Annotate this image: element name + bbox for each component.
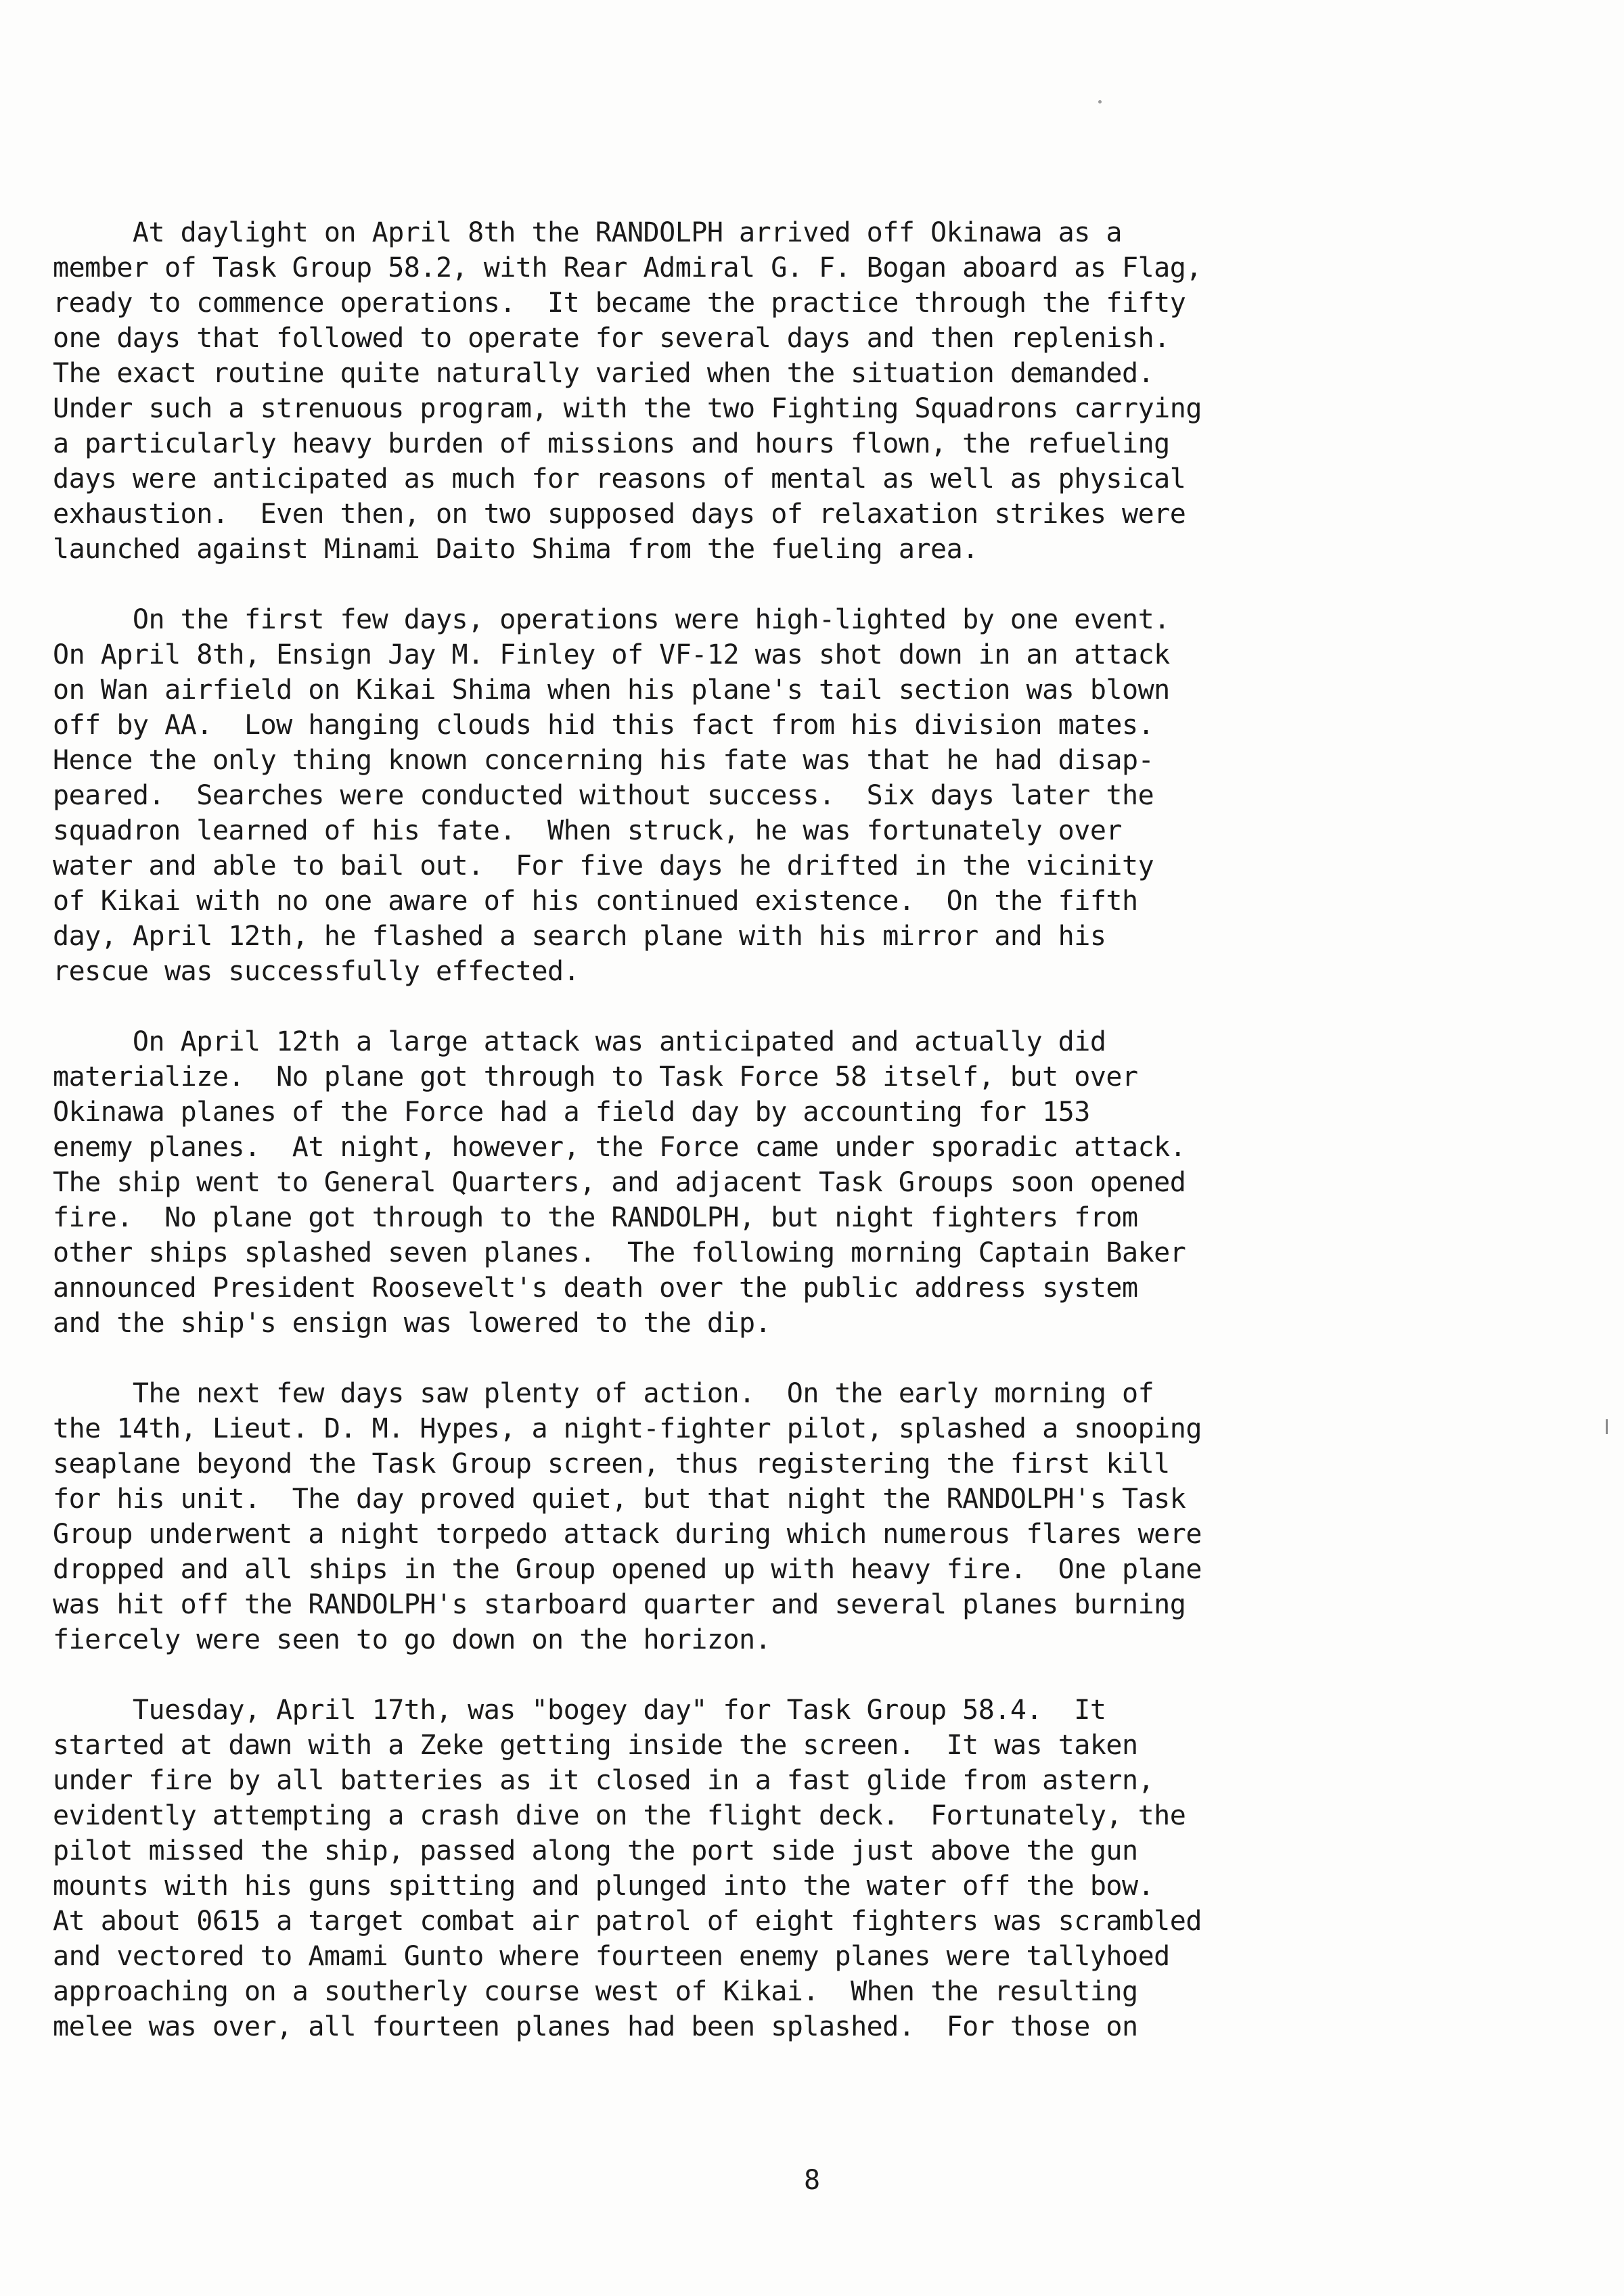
text-line: rescue was successfully effected. (53, 956, 580, 987)
text-line: was hit off the RANDOLPH's starboard quarter and several planes burning (53, 1589, 1186, 1620)
text-line: Hence the only thing known concerning his fate was that he had disap- (53, 745, 1154, 776)
text-line: Okinawa planes of the Force had a field day by accounting for 153 (53, 1097, 1090, 1128)
text-line: approaching on a southerly course west of Kikai. When the resulting (53, 1976, 1138, 2007)
text-line: off by AA. Low hanging clouds hid this fact from his division mates. (53, 710, 1154, 741)
text-line: Tuesday, April 17th, was "bogey day" for Task Group 58.4. It (53, 1695, 1106, 1726)
text-line: a particularly heavy burden of missions and hours flown, the refueling (53, 428, 1170, 459)
paragraph (53, 602, 1420, 989)
text-line: the 14th, Lieut. D. M. Hypes, a night-fighter pilot, splashed a snooping (53, 1413, 1202, 1444)
text-line: days were anticipated as much for reasons of mental as well as physical (53, 463, 1186, 495)
text-line: fiercely were seen to go down on the horizon. (53, 1624, 771, 1655)
text-line: melee was over, all fourteen planes had been splashed. For those on (53, 2011, 1138, 2042)
text-line: On April 8th, Ensign Jay M. Finley of VF-12 was shot down in an attack (53, 639, 1170, 670)
text-line: mounts with his guns spitting and plunged into the water off the bow. (53, 1870, 1154, 1902)
paragraph (53, 1376, 1420, 1657)
text-line: The exact routine quite naturally varied when the situation demanded. (53, 358, 1154, 389)
text-line: and vectored to Amami Gunto where fourteen enemy planes were tallyhoed (53, 1941, 1170, 1972)
text-line: other ships splashed seven planes. The following morning Captain Baker (53, 1237, 1186, 1268)
text-line: day, April 12th, he flashed a search plane with his mirror and his (53, 921, 1106, 952)
text-line: for his unit. The day proved quiet, but that night the RANDOLPH's Task (53, 1484, 1186, 1515)
text-line: member of Task Group 58.2, with Rear Admiral G. F. Bogan aboard as Flag, (53, 252, 1202, 283)
text-line: and the ship's ensign was lowered to the dip. (53, 1308, 771, 1339)
text-line: ready to commence operations. It became the practice through the fifty (53, 288, 1186, 319)
paragraph (53, 1693, 1420, 2044)
text-line: On the first few days, operations were high-lighted by one event. (53, 604, 1170, 635)
text-line: dropped and all ships in the Group opened up with heavy fire. One plane (53, 1554, 1202, 1585)
text-line: under fire by all batteries as it closed in a fast glide from astern, (53, 1765, 1154, 1796)
text-line: water and able to bail out. For five days he drifted in the vicinity (53, 850, 1154, 881)
text-line: one days that followed to operate for several days and then replenish. (53, 323, 1170, 354)
text-line: evidently attempting a crash dive on the flight deck. Fortunately, the (53, 1800, 1186, 1831)
text-line: At about 0615 a target combat air patrol of eight fighters was scrambled (53, 1906, 1202, 1937)
paper-speck (1098, 100, 1102, 104)
text-line: enemy planes. At night, however, the Force came under sporadic attack. (53, 1132, 1186, 1163)
text-line: of Kikai with no one aware of his continued existence. On the fifth (53, 886, 1138, 917)
text-line: peared. Searches were conducted without success. Six days later the (53, 780, 1154, 811)
text-line: announced President Roosevelt's death over the public address system (53, 1272, 1138, 1304)
body-text (53, 215, 1420, 2080)
paper-edge-mark (1606, 1419, 1608, 1434)
paragraph (53, 1024, 1420, 1341)
text-line: fire. No plane got through to the RANDOLPH, but night fighters from (53, 1202, 1138, 1233)
text-line: squadron learned of his fate. When struck, he was fortunately over (53, 815, 1122, 846)
text-line: Group underwent a night torpedo attack during which numerous flares were (53, 1519, 1202, 1550)
text-line: The ship went to General Quarters, and adjacent Task Groups soon opened (53, 1167, 1186, 1198)
text-line: On April 12th a large attack was anticipated and actually did (53, 1026, 1106, 1057)
text-line: launched against Minami Daito Shima from the fueling area. (53, 534, 978, 565)
text-line: started at dawn with a Zeke getting inside the screen. It was taken (53, 1730, 1138, 1761)
text-line: The next few days saw plenty of action. On the early morning of (53, 1378, 1154, 1409)
page-number: 8 (803, 2165, 821, 2196)
text-line: seaplane beyond the Task Group screen, thus registering the first kill (53, 1448, 1170, 1479)
text-line: exhaustion. Even then, on two supposed days of relaxation strikes were (53, 499, 1186, 530)
text-line: materialize. No plane got through to Task Force 58 itself, but over (53, 1061, 1138, 1093)
paragraph (53, 215, 1420, 567)
text-line: Under such a strenuous program, with the two Fighting Squadrons carrying (53, 393, 1202, 424)
text-line: At daylight on April 8th the RANDOLPH arrived off Okinawa as a (53, 217, 1122, 248)
text-line: pilot missed the ship, passed along the port side just above the gun (53, 1835, 1138, 1866)
text-line: on Wan airfield on Kikai Shima when his plane's tail section was blown (53, 674, 1170, 706)
